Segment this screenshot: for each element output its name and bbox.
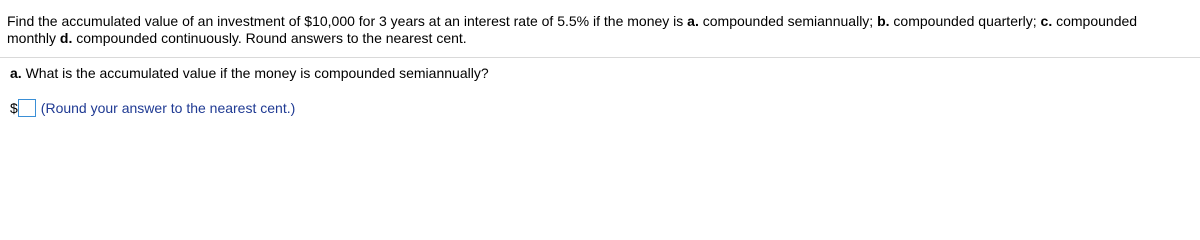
section-divider xyxy=(0,57,1200,58)
question-label: a. xyxy=(10,65,22,81)
part-d-text: compounded continuously. Round answers to the nearest cent. xyxy=(72,30,467,46)
currency-symbol: $ xyxy=(10,99,18,116)
part-a-label: a. xyxy=(687,13,699,29)
part-d-label: d. xyxy=(59,30,73,46)
part-c-label: c. xyxy=(1040,13,1053,29)
problem-text: Find the accumulated value of an investment of $10,000 for 3 years at an interest rate of 5.5% if the money is xyxy=(7,13,688,29)
problem-statement xyxy=(7,13,1187,47)
part-c-text: compounded monthly xyxy=(7,13,1138,46)
part-b-text: compounded quarterly; xyxy=(889,13,1041,29)
part-b-label: b. xyxy=(877,13,890,29)
question-a xyxy=(10,65,489,82)
answer-input[interactable] xyxy=(18,99,36,117)
answer-row xyxy=(10,98,295,118)
question-text: What is the accumulated value if the money is compounded semiannually? xyxy=(21,65,489,81)
rounding-hint: (Round your answer to the nearest cent.) xyxy=(40,99,296,116)
part-a-text: compounded semiannually; xyxy=(698,13,878,29)
